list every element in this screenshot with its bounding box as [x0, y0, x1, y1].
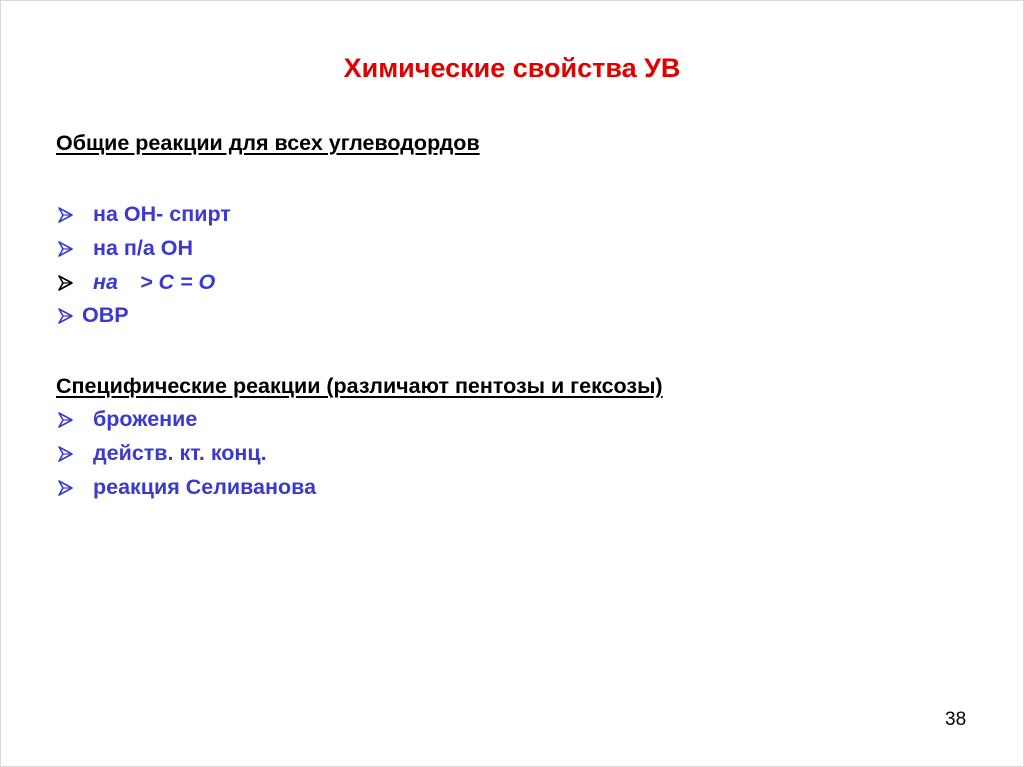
list-item-text: брожение — [93, 407, 198, 431]
list-item — [56, 303, 129, 328]
list-item-text: действ. кт. конц. — [93, 441, 267, 465]
arrow-bullet-icon — [56, 239, 76, 259]
list-item — [56, 441, 267, 466]
list-item — [56, 236, 193, 261]
slide-title: Химические свойства УВ — [343, 53, 681, 83]
list-item-text: реакция Селиванова — [93, 475, 317, 499]
list-item — [56, 270, 215, 295]
arrow-bullet-icon — [56, 444, 76, 464]
arrow-bullet-icon — [56, 205, 76, 225]
arrow-bullet-icon — [56, 478, 76, 498]
specific-reactions-heading: Специфические реакции (различают пентозы и гексозы) — [56, 374, 663, 398]
general-reactions-heading: Общие реакции для всех углеводордов — [56, 131, 480, 155]
arrow-bullet-icon — [56, 306, 76, 326]
arrow-bullet-icon — [56, 273, 76, 293]
list-item-text: на п/а ОН — [93, 236, 194, 260]
list-item — [56, 202, 231, 227]
arrow-bullet-icon — [56, 410, 76, 430]
carbonyl-group-text: > С = О — [139, 270, 216, 294]
list-item-text: на — [93, 270, 118, 294]
list-item — [56, 475, 316, 500]
list-item-text: на ОН- спирт — [93, 202, 231, 226]
list-item-text: ОВР — [82, 303, 129, 327]
page-number: 38 — [945, 709, 967, 730]
list-item — [56, 407, 197, 432]
